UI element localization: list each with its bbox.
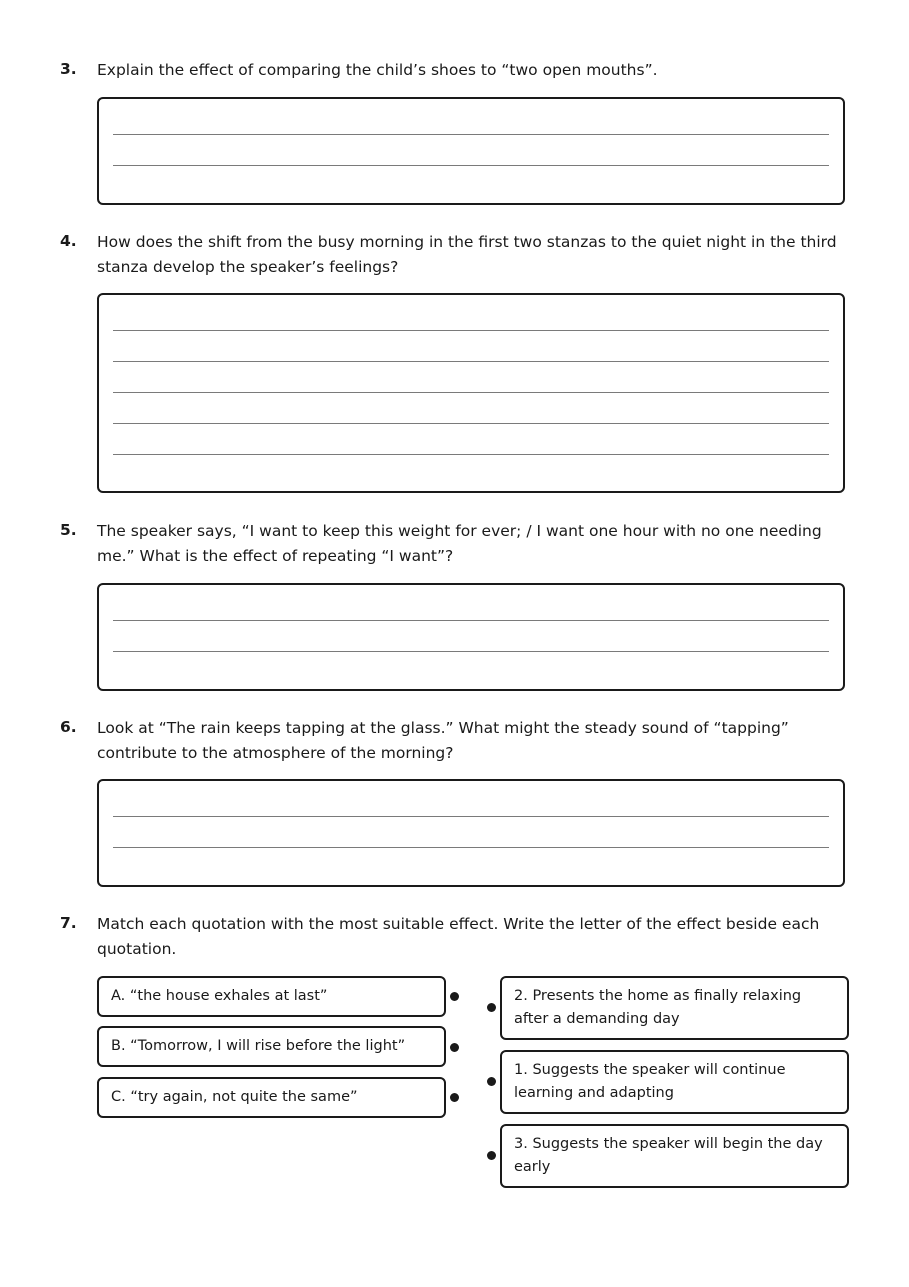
answer-line <box>113 134 829 135</box>
question-6-text: Look at “The rain keeps tapping at the glass.” What might the steady sound of “tapping” contribute to the atmosphere of the morning? <box>97 719 789 762</box>
answer-line <box>113 847 829 848</box>
answer-box-6[interactable] <box>97 779 845 887</box>
question-5-text: The speaker says, “I want to keep this weight for ever; / I want one hour with no one needing me.” What is the effect of repeating “I want”? <box>97 522 822 565</box>
question-5-number: 5. <box>60 521 77 539</box>
answer-line <box>113 816 829 817</box>
effect-1-connector-dot[interactable] <box>487 1077 496 1086</box>
answer-line <box>113 361 829 362</box>
question-7-text: Match each quotation with the most suitable effect. Write the letter of the effect beside each quotation. <box>97 915 820 958</box>
answer-line <box>113 620 829 621</box>
answer-line <box>113 423 829 424</box>
answer-box-4[interactable] <box>97 293 845 493</box>
effect-3-connector-dot[interactable] <box>487 1151 496 1160</box>
effect-3-box[interactable] <box>500 1124 849 1188</box>
quotation-b-text: B. “Tomorrow, I will rise before the light” <box>111 1038 406 1054</box>
quotation-c-box[interactable] <box>97 1077 446 1118</box>
effect-2-box[interactable] <box>500 976 849 1040</box>
effect-2-connector-dot[interactable] <box>487 1003 496 1012</box>
answer-line <box>113 330 829 331</box>
quotation-a-connector-dot[interactable] <box>450 992 459 1001</box>
quotation-a-box[interactable] <box>97 976 446 1017</box>
question-3-text: Explain the effect of comparing the child’s shoes to “two open mouths”. <box>97 61 658 79</box>
question-4-text: How does the shift from the busy morning in the first two stanzas to the quiet night in the third stanza develop the speaker’s feelings? <box>97 233 837 276</box>
question-6-number: 6. <box>60 718 77 736</box>
quotation-c-text: C. “try again, not quite the same” <box>111 1089 358 1105</box>
effect-3-text: 3. Suggests the speaker will begin the day early <box>514 1136 823 1175</box>
answer-box-5[interactable] <box>97 583 845 691</box>
question-4-number: 4. <box>60 232 77 250</box>
answer-line <box>113 392 829 393</box>
effect-1-text: 1. Suggests the speaker will continue learning and adapting <box>514 1062 786 1101</box>
effect-1-box[interactable] <box>500 1050 849 1114</box>
quotation-b-connector-dot[interactable] <box>450 1043 459 1052</box>
quotation-a-text: A. “the house exhales at last” <box>111 988 328 1004</box>
answer-line <box>113 165 829 166</box>
answer-box-3[interactable] <box>97 97 845 205</box>
answer-line <box>113 651 829 652</box>
question-7-number: 7. <box>60 914 77 932</box>
effect-2-text: 2. Presents the home as finally relaxing after a demanding day <box>514 988 802 1027</box>
answer-line <box>113 454 829 455</box>
quotation-c-connector-dot[interactable] <box>450 1093 459 1102</box>
quotation-b-box[interactable] <box>97 1026 446 1067</box>
question-3-number: 3. <box>60 60 77 78</box>
